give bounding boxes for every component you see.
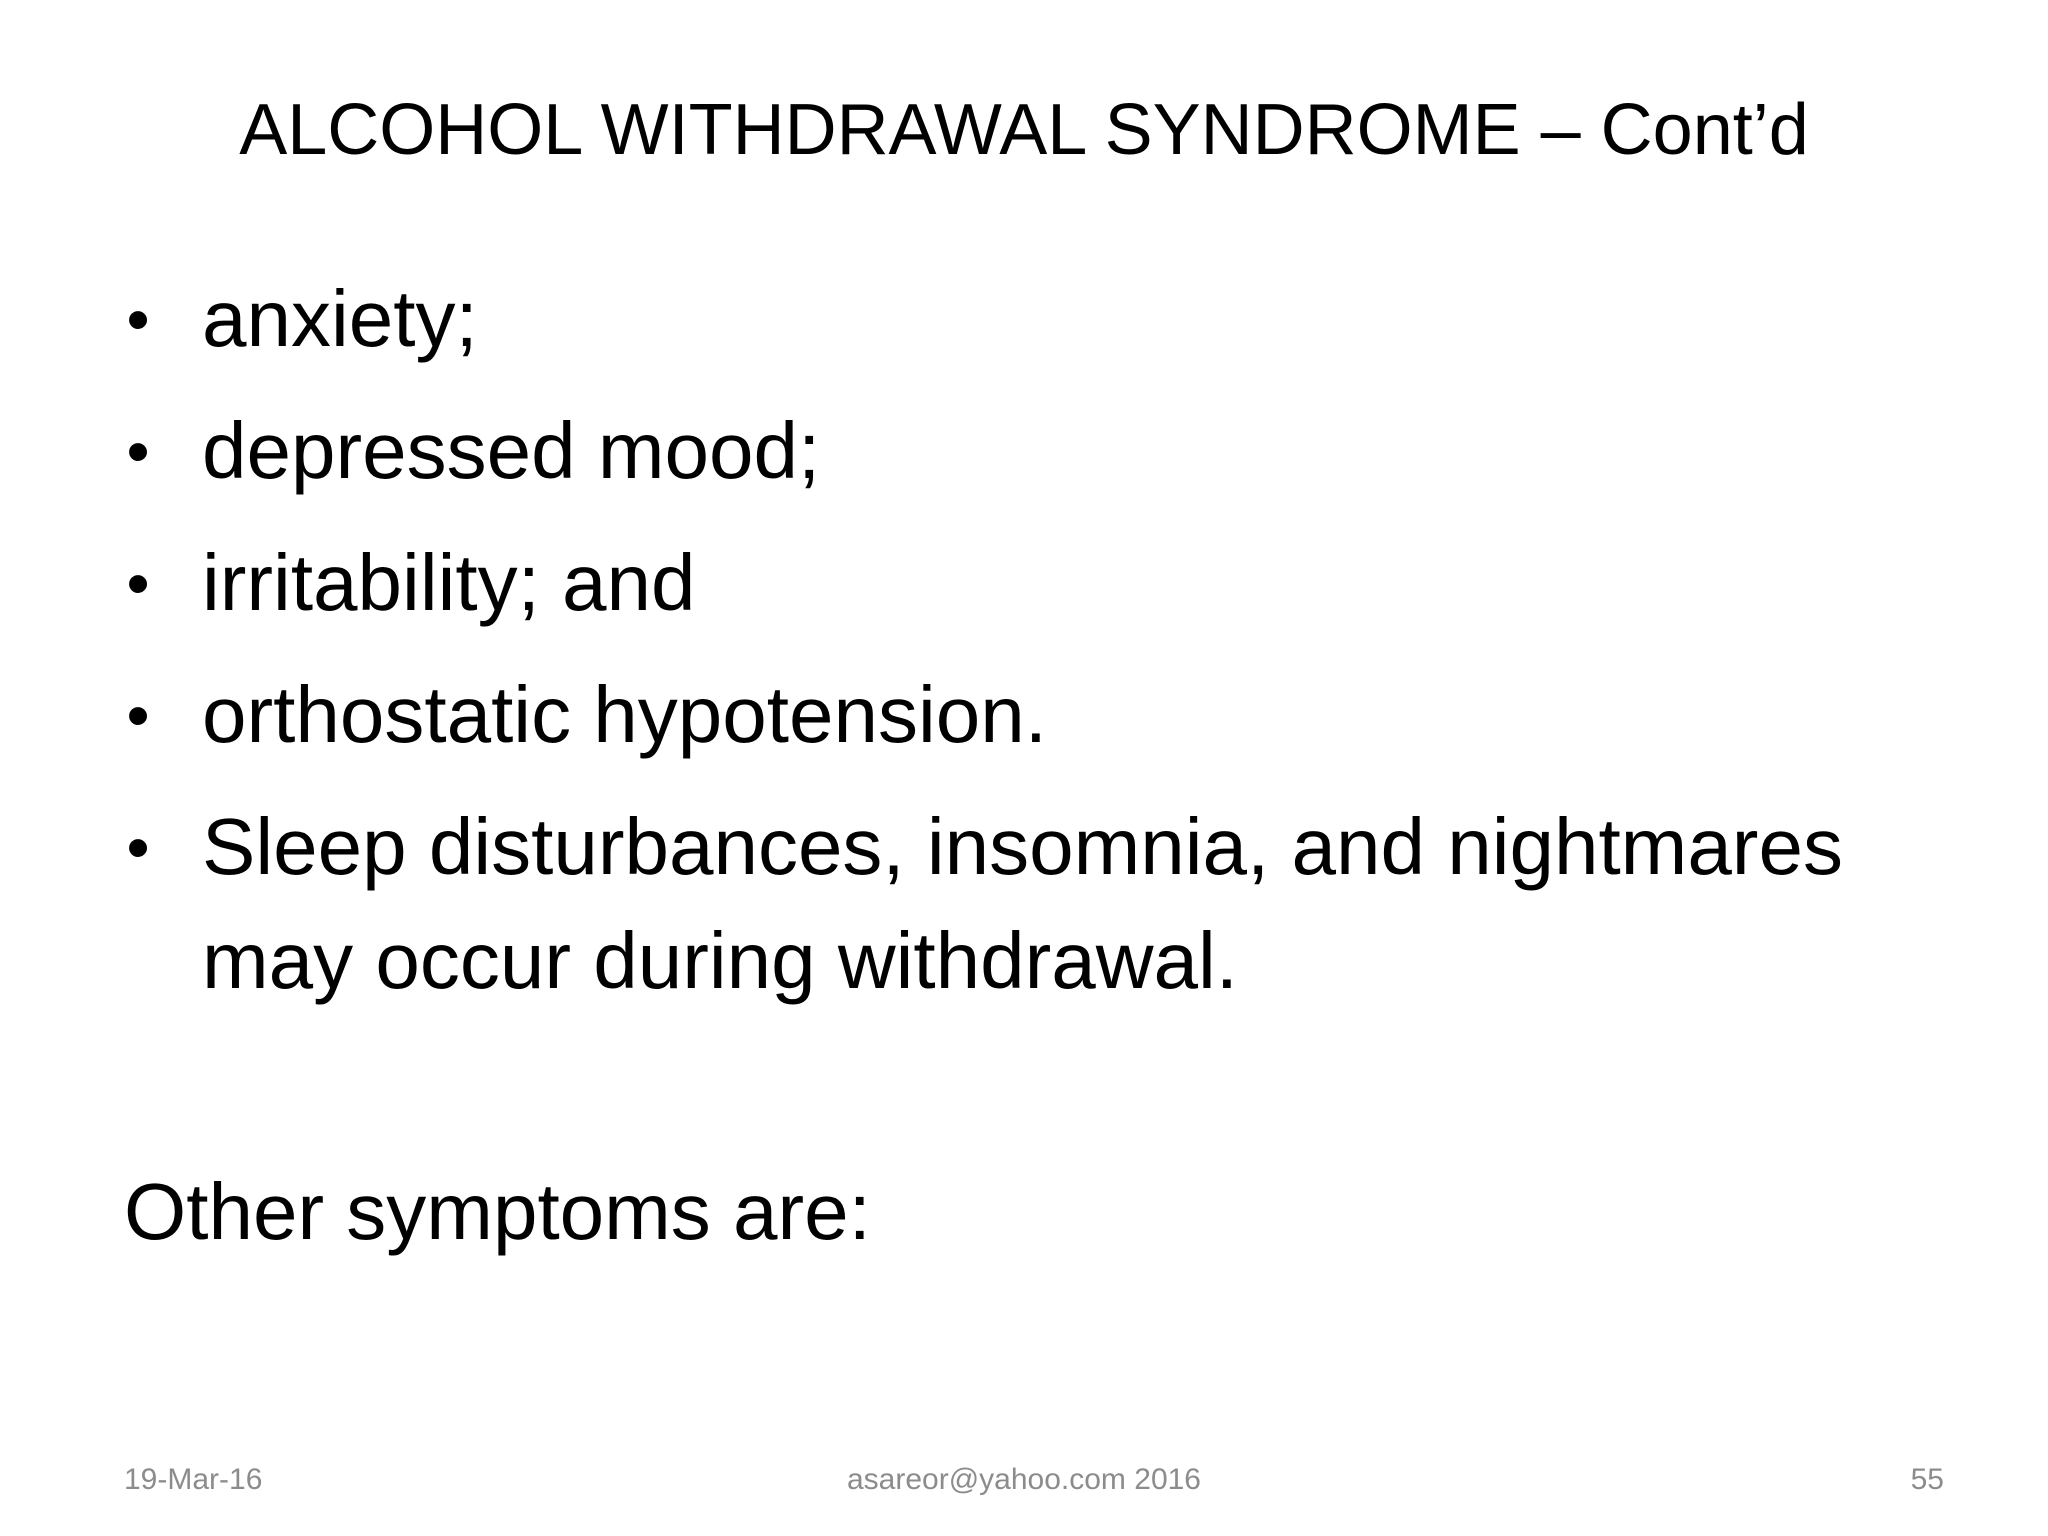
slide-title: ALCOHOL WITHDRAWAL SYNDROME – Cont’d [239,90,1809,170]
bullet-icon: • [126,810,150,884]
bullet-item-irritability [118,526,1948,640]
bullet-text: Sleep disturbances, insomnia, and nightmares may occur during withdrawal. [202,802,1843,1005]
bullet-text: irritability; and [202,538,696,627]
bullet-item-sleep-disturbances [118,790,1948,1018]
bullet-icon: • [126,678,150,752]
bullet-text: orthostatic hypotension. [202,670,1047,759]
footer-author: asareor@yahoo.com 2016 [847,1463,1201,1496]
bullet-item-anxiety [118,262,1948,376]
bullet-list [118,262,1948,1036]
bullet-icon: • [126,414,150,488]
footer-date: 19-Mar-16 [124,1463,263,1496]
bullet-text: depressed mood; [202,406,821,495]
bullet-text: anxiety; [202,274,478,363]
bullet-item-depressed-mood [118,394,1948,508]
bullet-icon: • [126,282,150,356]
footer-page-number: 55 [1910,1463,1944,1496]
bullet-item-orthostatic-hypotension [118,658,1948,772]
other-symptoms-heading: Other symptoms are: [124,1167,871,1256]
bullet-icon: • [126,546,150,620]
